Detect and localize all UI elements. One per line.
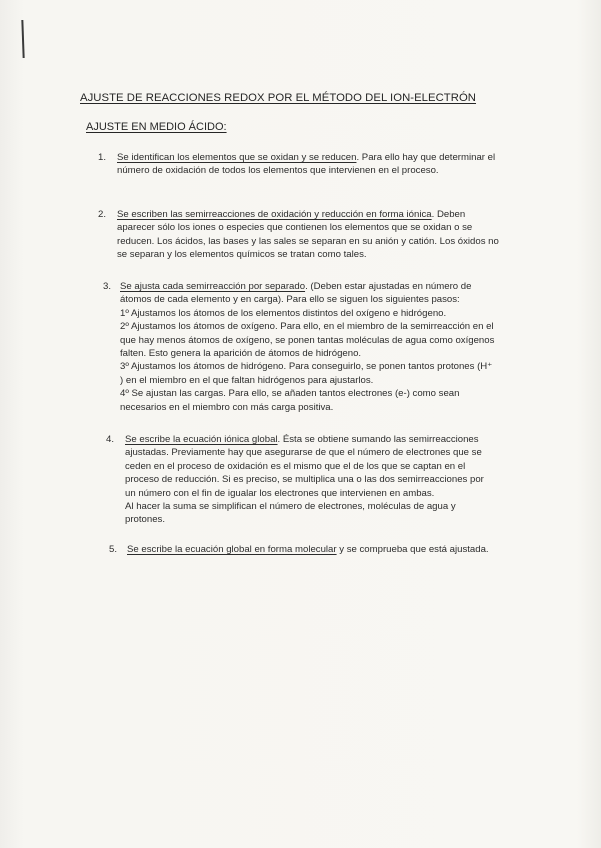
step-text xyxy=(117,151,498,178)
substep-1: 1º Ajustamos los átomos de los elementos distintos del oxígeno e hidrógeno. xyxy=(120,307,447,319)
step-number: 1. xyxy=(98,152,107,163)
step-rest: . Deben aparecer sólo los iones o especies que contienen los elementos que se oxidan o se reducen. Los ácidos, las bases y las sales se separan en su anión y catión. Los óxidos no se separan y los elementos químicos se tratan como tales. xyxy=(117,209,499,261)
section-heading: AJUSTE EN MEDIO ÁCIDO: xyxy=(86,121,227,133)
step-text xyxy=(125,433,496,500)
step-extra: Al hacer la suma se simplifican el número de electrones, moléculas de agua y protones. xyxy=(125,501,456,526)
margin-pen-mark xyxy=(21,20,24,58)
step-rest: . Para ello hay que determinar el número de oxidación de todos los elementos que intervienen en el proceso. xyxy=(117,152,496,177)
step-text xyxy=(117,208,500,262)
step-lead: Se escriben las semirreacciones de oxidación y reducción en forma iónica xyxy=(117,209,432,220)
document-title: AJUSTE DE REACCIONES REDOX POR EL MÉTODO DEL ION-ELECTRÓN xyxy=(80,92,477,104)
step-lead: Se escribe la ecuación iónica global xyxy=(125,434,278,445)
step-lead: Se escribe la ecuación global en forma molecular xyxy=(127,544,337,555)
step-rest: y se comprueba que está ajustada. xyxy=(336,544,489,555)
step-rest: . (Deben estar ajustadas en número de átomos de cada elemento y en carga). Para ello se siguen los siguientes pasos: xyxy=(120,281,472,306)
substep-4: 4º Se ajustan las cargas. Para ello, se añaden tantos electrones (e-) como sean necesarios en el miembro con más carga positiva. xyxy=(120,388,460,413)
step-number: 5. xyxy=(109,544,118,555)
step-number: 4. xyxy=(106,434,115,445)
step-text xyxy=(127,543,529,556)
substep-2: 2º Ajustamos los átomos de oxígeno. Para ello, en el miembro de la semirreacción en el que hay menos átomos de oxígeno, se ponen tantas moléculas de agua como oxígenos falten. Esto genera la aparición de átomos de hidrógeno. xyxy=(120,321,495,360)
step-rest: . Ésta se obtiene sumando las semirreacciones ajustadas. Previamente hay que asegurarse de que el número de electrones que se ceden en el proceso de oxidación es el mismo que el de los que se captan en el proceso de reducción. Si es preciso, se multiplica una o las dos semirreacciones por un número con el fin de igualar los electrones que intervienen en ambas. xyxy=(125,434,484,499)
step-lead: Se ajusta cada semirreacción por separado xyxy=(120,281,306,292)
step-number: 2. xyxy=(98,209,107,220)
substep-3: 3º Ajustamos los átomos de hidrógeno. Para conseguirlo, se ponen tantos protones (H⁺ ) en el miembro en el que faltan hidrógenos para ajustarlos. xyxy=(120,361,493,386)
step-text xyxy=(120,280,495,307)
step-number: 3. xyxy=(103,281,112,292)
step-lead: Se identifican los elementos que se oxidan y se reducen xyxy=(117,152,357,163)
